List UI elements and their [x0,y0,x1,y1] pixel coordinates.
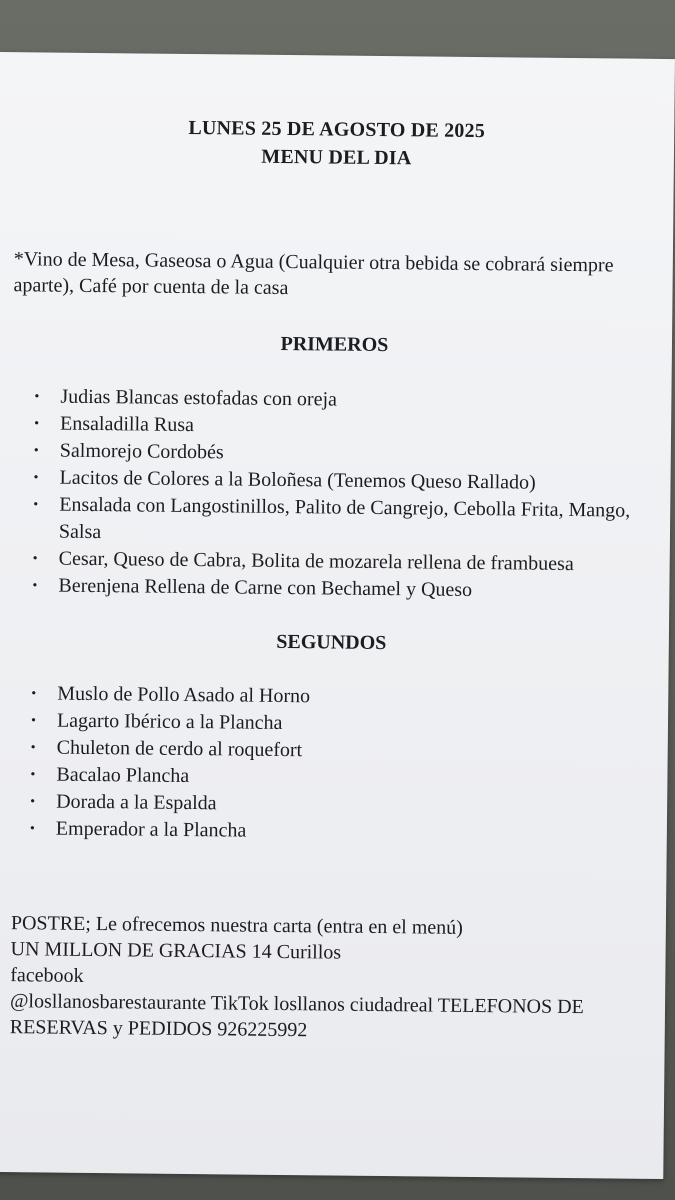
bullet-icon: • [30,740,36,756]
dish-name: Lagarto Ibérico a la Plancha [56,709,283,734]
primeros-list [30,383,662,606]
dish-name: Ensaladilla Rusa [59,412,195,437]
bullet-icon: • [30,794,36,810]
dish-name: Bacalao Plancha [56,763,190,788]
thanks-line: UN MILLON DE GRACIAS 14 Curillos [10,938,342,964]
dish-name: Chuleton de cerdo al roquefort [56,736,303,762]
menu-header [0,112,674,175]
bullet-icon: • [32,578,38,594]
dish-name: Berenjena Rellena de Carne con Bechamel y Queso [58,574,473,601]
bullet-icon: • [30,713,36,729]
menu-date: LUNES 25 DE AGOSTO DE 2025 [188,116,486,143]
section-title-primeros: PRIMEROS [280,332,389,357]
dish-name: Ensalada con Langostinillos, Palito de Cangrejo, Cebolla Frita, Mango, Salsa [58,493,631,544]
postre-line: POSTRE; Le ofrecemos nuestra carta (entra en el menú) [10,912,464,939]
bullet-icon: • [33,470,39,486]
menu-title: MENU DEL DIA [261,145,412,170]
list-item [31,491,662,552]
menu-footer [10,910,651,1047]
drinks-note: *Vino de Mesa, Gaseosa o Agua (Cualquier otra bebida se cobrará siempre aparte), Café por cuenta de la casa [13,248,614,300]
dish-name: Lacitos de Colores a la Boloñesa (Tenemos Queso Rallado) [59,466,536,494]
bullet-icon: • [30,767,36,783]
dish-name: Dorada a la Espalda [56,790,217,815]
menu-sheet [0,52,675,1179]
contact-line: @losllanosbarestaurante TikTok losllanos ciudadreal TELEFONOS DE RESERVAS y PEDIDOS 926225992 [9,990,584,1042]
bullet-icon: • [32,551,38,567]
bullet-icon: • [29,821,35,837]
bullet-icon: • [33,497,39,513]
bullet-icon: • [31,686,37,702]
dish-name: Judias Blancas estofadas con oreja [60,385,338,411]
dish-name: Emperador a la Plancha [55,817,247,842]
facebook-line: facebook [10,964,84,987]
section-title-segundos: SEGUNDOS [276,630,387,655]
list-item [28,815,658,849]
bullet-icon: • [34,389,40,405]
list-item [30,572,660,606]
bullet-icon: • [34,416,40,432]
dish-name: Salmorejo Cordobés [59,439,224,464]
dish-name: Cesar, Queso de Cabra, Bolita de mozarela rellena de frambuesa [58,547,574,576]
bullet-icon: • [33,443,39,459]
dish-name: Muslo de Pollo Asado al Horno [57,682,311,708]
segundos-list [28,680,660,849]
